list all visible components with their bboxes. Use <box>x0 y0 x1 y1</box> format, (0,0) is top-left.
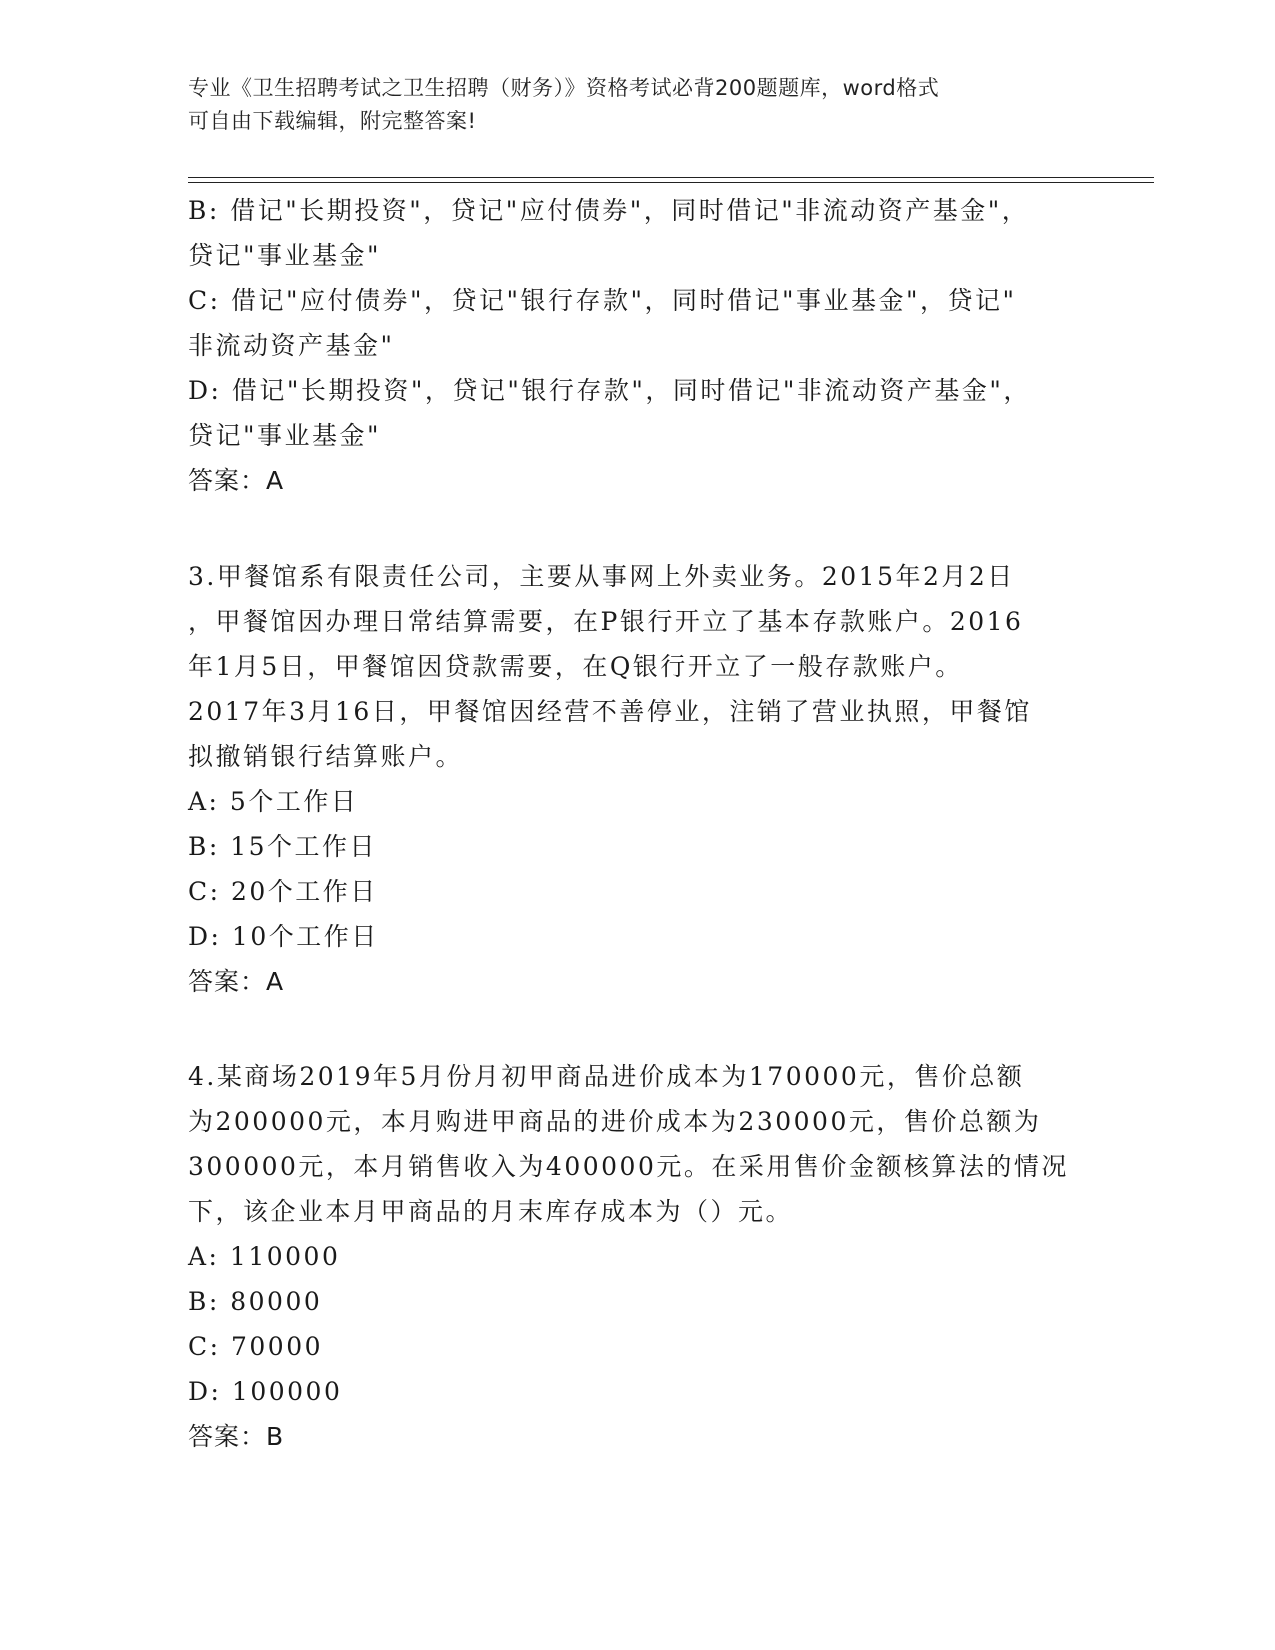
q2-option-d-line-2: 贷记"事业基金" <box>188 421 381 450</box>
q3-stem-line: ，甲餐馆因办理日常结算需要，在P银行开立了基本存款账户。2016 <box>188 607 1024 636</box>
q3-stem-line: 年1月5日，甲餐馆因贷款需要，在Q银行开立了一般存款账户。 <box>188 652 963 681</box>
q4-option-b: B: 80000 <box>188 1287 323 1316</box>
q4-stem-line: 4.某商场2019年5月份月初甲商品进价成本为170000元，售价总额 <box>188 1062 1025 1091</box>
header-divider-bottom <box>188 182 1154 183</box>
q4-stem-line: 为200000元，本月购进甲商品的进价成本为230000元，售价总额为 <box>188 1107 1042 1136</box>
q3-option-d: D: 10个工作日 <box>188 922 379 951</box>
q3-option-c: C: 20个工作日 <box>188 877 378 906</box>
q4-option-c: C: 70000 <box>188 1332 324 1361</box>
q3-answer: 答案：A <box>188 967 285 996</box>
q3-stem-line: 3.甲餐馆系有限责任公司，主要从事网上外卖业务。2015年2月2日 <box>188 562 1015 591</box>
q3-stem-line: 2017年3月16日，甲餐馆因经营不善停业，注销了营业执照，甲餐馆 <box>188 697 1032 726</box>
q4-option-d: D: 100000 <box>188 1377 343 1406</box>
q2-option-c-line-2: 非流动资产基金" <box>188 331 395 360</box>
document-header <box>188 72 1068 138</box>
q3-option-b: B: 15个工作日 <box>188 832 378 861</box>
q4-stem-line: 下，该企业本月甲商品的月末库存成本为（）元。 <box>188 1197 794 1226</box>
question-4-block <box>188 1054 1088 1459</box>
question-2-block <box>188 188 1088 503</box>
q2-option-b-line-1: B: 借记"长期投资"，贷记"应付债券"，同时借记"非流动资产基金"， <box>188 196 1030 225</box>
q4-option-a: A: 110000 <box>188 1242 341 1271</box>
header-title-line-1: 专业《卫生招聘考试之卫生招聘（财务）》资格考试必背200题题库，word格式 <box>188 76 940 100</box>
q4-answer: 答案：B <box>188 1422 285 1451</box>
q2-option-b-line-2: 贷记"事业基金" <box>188 241 381 270</box>
q2-option-d-line-1: D: 借记"长期投资"，贷记"银行存款"，同时借记"非流动资产基金"， <box>188 376 1031 405</box>
q3-option-a: A: 5个工作日 <box>188 787 359 816</box>
q3-stem-line: 拟撤销银行结算账户。 <box>188 742 464 771</box>
question-3-block <box>188 554 1088 1004</box>
q2-option-c-line-1: C: 借记"应付债券"，贷记"银行存款"，同时借记"事业基金"，贷记" <box>188 286 1017 315</box>
q2-answer: 答案：A <box>188 466 285 495</box>
header-title-line-2: 可自由下载编辑，附完整答案! <box>188 109 477 133</box>
header-divider-top <box>188 177 1154 178</box>
q4-stem-line: 300000元，本月销售收入为400000元。在采用售价金额核算法的情况 <box>188 1152 1069 1181</box>
